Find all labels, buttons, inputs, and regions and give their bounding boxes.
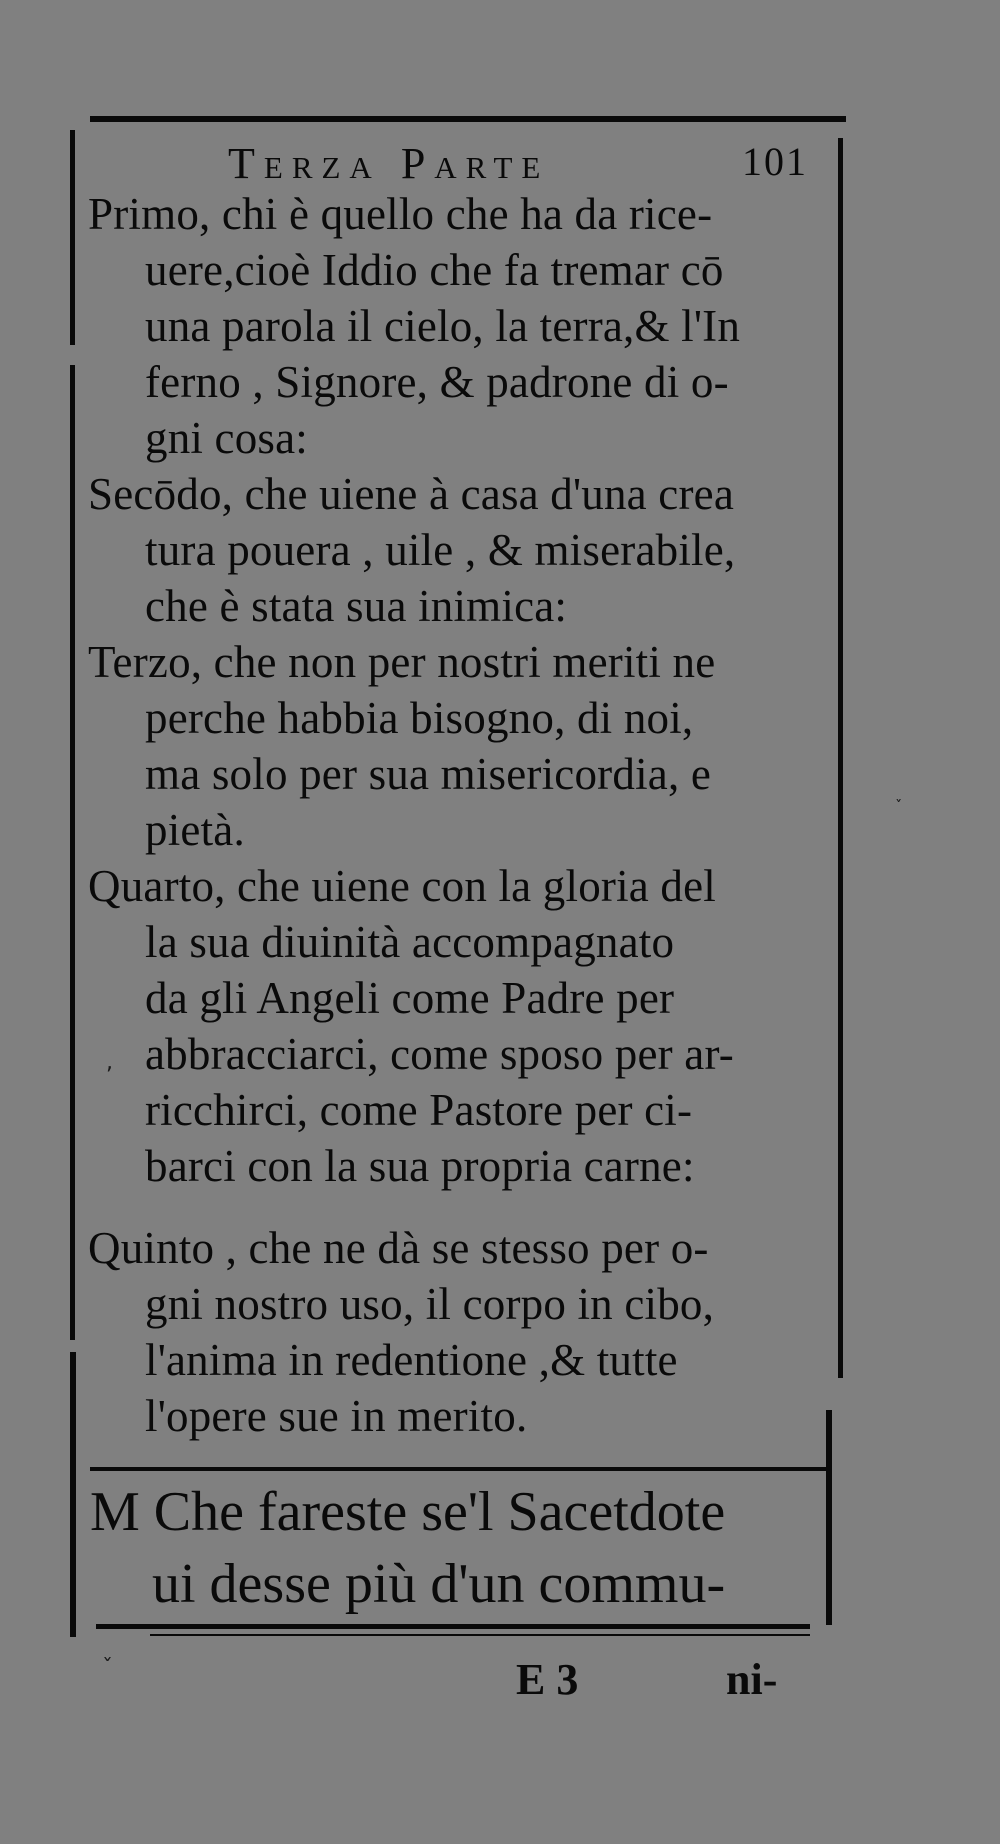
text-line: gni cosa:: [145, 413, 309, 463]
right-border-rule: [826, 1410, 832, 1625]
text-line: ricchirci, come Pastore per ci-: [145, 1085, 693, 1135]
question-line: M Che fareste se'l Sacetdote: [90, 1481, 726, 1543]
text-line: Terzo, che non per nostri meriti ne: [88, 637, 716, 687]
text-line: uere,cioè Iddio che fa tremar cō: [145, 245, 724, 295]
page-number: 101: [742, 139, 808, 184]
question-line: ui desse più d'un commu-: [152, 1553, 726, 1615]
right-border-rule: [838, 138, 843, 1378]
catchword: ni-: [726, 1655, 778, 1704]
text-line: pietà.: [145, 805, 245, 855]
text-line: ma solo per sua misericordia, e: [145, 749, 712, 799]
text-line: da gli Angeli come Padre per: [145, 973, 675, 1023]
text-line: perche habbia bisogno, di noi,: [145, 693, 694, 743]
ink-speck: ,: [106, 1050, 113, 1075]
left-border-rule: [70, 130, 75, 345]
text-line: tura pouera , uile , & miserabile,: [145, 525, 736, 575]
left-border-rule: [70, 365, 75, 1340]
bottom-rule: [150, 1634, 810, 1636]
text-line: Quinto , che ne dà se stesso per o-: [88, 1223, 709, 1273]
ink-speck: ˇ: [102, 1656, 113, 1681]
text-line: Secōdo, che uiene à casa d'una crea: [88, 469, 735, 519]
section-rule: [90, 1467, 828, 1471]
text-line: gni nostro uso, il corpo in cibo,: [145, 1279, 715, 1329]
text-line: ferno , Signore, & padrone di o-: [145, 357, 729, 407]
running-title: Terza Parte: [228, 139, 550, 188]
ink-speck: ˯: [895, 779, 903, 804]
bottom-rule: [96, 1624, 810, 1629]
text-line: abbracciarci, come sposo per ar-: [145, 1029, 734, 1079]
text-line: l'anima in redentione ,& tutte: [145, 1335, 678, 1385]
text-line: Primo, chi è quello che ha da rice-: [88, 189, 713, 239]
top-rule: [90, 116, 846, 122]
text-line: che è stata sua inimica:: [145, 581, 568, 631]
signature-mark: E 3: [516, 1655, 579, 1704]
text-line: una parola il cielo, la terra,& l'In: [145, 301, 741, 351]
text-line: barci con la sua propria carne:: [145, 1141, 695, 1191]
left-border-rule: [70, 1352, 76, 1637]
text-line: l'opere sue in merito.: [145, 1391, 528, 1441]
text-line: la sua diuinità accompagnato: [145, 917, 675, 967]
text-line: Quarto, che uiene con la gloria del: [88, 861, 716, 911]
